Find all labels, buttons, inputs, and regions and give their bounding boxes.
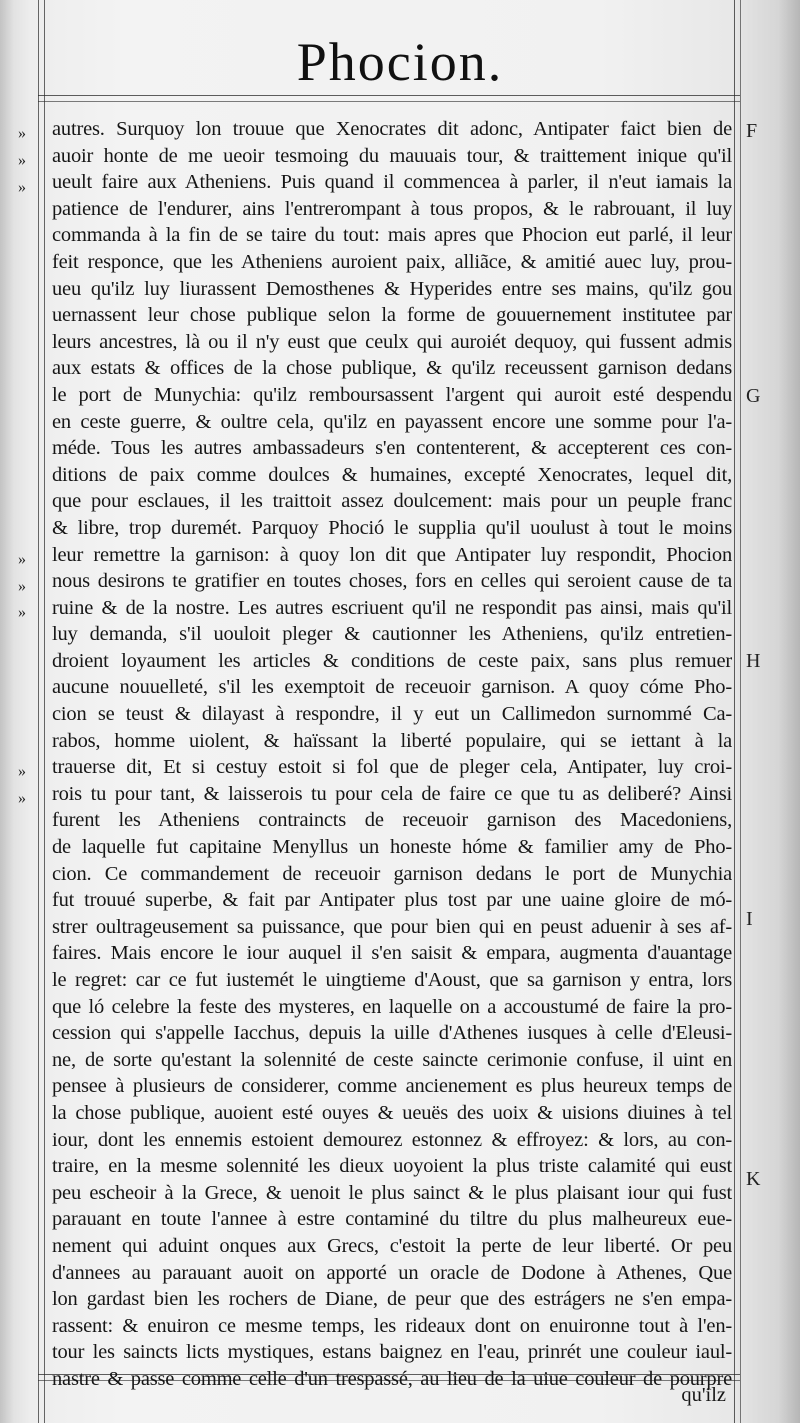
left-border-rule-inner <box>44 0 45 1423</box>
page-title: Phocion. <box>296 32 504 92</box>
text-line: leur remettre la garnison: à quoy lon dit que Antipater luy respondit, Phocion <box>52 543 732 566</box>
left-border-rule <box>38 0 39 1423</box>
margin-letter-f: F <box>746 120 758 142</box>
text-line: uernassent leur chose publique selon la forme de gouuernement institutee par <box>52 304 732 327</box>
text-line: ruine & de la nostre. Les autres escriuent qu'il ne respondit pas ainsi, mais qu'il <box>52 596 732 619</box>
text-line: lon gardast bien les rochers de Diane, de peur que des estrágers ne s'en empa- <box>52 1288 732 1311</box>
right-border-rule <box>734 0 735 1423</box>
text-line: le regret: car ce fut iustemét le uingtieme d'Aoust, que sa garnison y entra, lors <box>52 969 732 991</box>
text-line: aucune nouuelleté, s'il les exemptoit de receuoir garnison. A quoy cóme Pho- <box>52 676 732 699</box>
text-line: nastre & passe comme celle d'un trespassé, au lieu de la uiue couleur de pourpre <box>52 1367 732 1390</box>
quote-mark: » <box>18 763 26 780</box>
text-line: rois tu pour tant, & laisserois tu pour cela de faire ce que tu as deliberé? Ainsi <box>52 782 732 805</box>
text-line: trauerse dit, Et si cestuy estoit si fol que de pleger cela, Antipater, luy croi- <box>52 756 732 779</box>
text-line: strer oultrageusement sa puissance, que pour bien qui en peust aduenir à ses af- <box>52 915 732 938</box>
text-line: parauant en toute l'annee à estre contaminé du tiltre du plus malheureux eue- <box>52 1208 732 1231</box>
text-line: nous desirons te gratifier en toutes choses, fors en celles qui seroient cause de ta <box>52 570 732 593</box>
top-border-rule-inner <box>38 101 740 102</box>
catchword: qu'ilz <box>681 1384 726 1406</box>
text-line: commanda à la fin de se taire du tout: mais apres que Phocion eut parlé, il leur <box>52 224 732 247</box>
quote-mark: » <box>18 790 26 807</box>
text-line: iour, dont les ennemis estoient demourez estonnez & effroyez: & lors, au con- <box>52 1128 732 1151</box>
text-line: patience de l'endurer, ains l'entrerompant à tous propos, & le rabrouant, il luy <box>52 197 732 220</box>
text-line: leurs ancestres, là ou il n'y eust que ceulx qui auroiét dequoy, qui fussent admis <box>52 330 732 353</box>
text-line: cion se teust & dilayast à respondre, il y eut un Callimedon surnommé Ca- <box>52 703 732 726</box>
text-line: la chose publique, auoient esté ouyes & ueuës des uoix & uisions diuines à tel <box>52 1101 732 1124</box>
quote-mark: » <box>18 152 26 169</box>
text-line: luy demanda, s'il uouloit pleger & cautionner les Atheniens, qu'ilz entretien- <box>52 623 732 646</box>
text-line: que ló celebre la feste des mysteres, en laquelle on a accoustumé de faire la pro- <box>52 995 732 1018</box>
text-line: droient loyaument les articles & conditions de ceste paix, sans plus remuer <box>52 649 732 672</box>
text-line: auoir honte de me ueoir tesmoing du mauuais tour, & traittement inique qu'il <box>52 144 732 167</box>
text-line: pensee à plusieurs de considerer, comme ancienement es plus heureux temps de <box>52 1075 732 1098</box>
text-line: autres. Surquoy lon trouue que Xenocrates dit adonc, Antipater faict bien de <box>52 118 732 140</box>
text-line: aux estats & offices de la chose publique, & qu'ilz receussent garnison dedans <box>52 357 732 380</box>
text-line: de laquelle fut capitaine Menyllus un honeste hóme & familier amy de Pho- <box>52 836 732 859</box>
text-line: traire, en la mesme solennité les dieux uoyoient la plus triste calamité qui eust <box>52 1155 732 1178</box>
quote-mark: » <box>18 125 26 142</box>
text-line: ueult faire aux Atheniens. Puis quand il commencea à parler, il n'eut iamais la <box>52 171 732 194</box>
text-line: que pour esclaues, il les traittoit assez doulcement: mais pour un peuple franc <box>52 490 732 513</box>
text-line: rassent: & enuiron ce mesme temps, les rideaux dont on enuironne tout à l'en- <box>52 1314 732 1337</box>
left-edge-shadow <box>0 0 14 1423</box>
text-line: nement qui aduint onques aux Grecs, c'estoit la perte de leur liberté. Or peu <box>52 1234 732 1257</box>
text-line: cession qui s'appelle Iacchus, depuis la uille d'Athenes iusques à celle d'Eleusi- <box>52 1022 732 1045</box>
text-line: fut trouué superbe, & fait par Antipater plus tost par une uaine gloire de mó- <box>52 889 732 912</box>
margin-letter-k: K <box>746 1168 761 1190</box>
quote-mark: » <box>18 578 26 595</box>
text-line: d'annees au parauant auoit on apporté un oracle de Dodone à Athenes, Que <box>52 1261 732 1284</box>
text-line: peu escheoir à la Grece, & uenoit le plus sainct & le plus plaisant iour qui fust <box>52 1181 732 1204</box>
text-line: tour les saincts licts mystiques, estans baignez en l'eau, prinrét une couleur iaul- <box>52 1341 732 1364</box>
margin-letter-h: H <box>746 650 761 672</box>
text-line: feit responce, que les Atheniens auroient paix, alliãce, & amitié auec luy, prou- <box>52 250 732 273</box>
text-line: & libre, trop duremét. Parquoy Phoció le supplia qu'il uoulust à tout le moins <box>52 516 732 539</box>
top-border-rule <box>38 95 740 96</box>
text-line: ueu qu'ilz luy liurassent Demosthenes & Hyperides entre ses mains, qu'ilz gou <box>52 277 732 300</box>
text-line: en ceste guerre, & oultre cela, qu'ilz en payassent encore une somme pour l'a- <box>52 410 732 433</box>
quote-mark: » <box>18 179 26 196</box>
right-edge-shadow <box>778 0 800 1423</box>
margin-letter-g: G <box>746 385 761 407</box>
text-line: le port de Munychia: qu'ilz remboursassent l'argent qui auroit esté despendu <box>52 383 732 406</box>
quote-mark: » <box>18 551 26 568</box>
right-border-rule-outer <box>740 0 741 1423</box>
text-line: ne, de sorte qu'estant la solennité de ceste saincte cerimonie confuse, il uint en <box>52 1048 732 1071</box>
text-line: rabos, homme uiolent, & haïssant la liberté populaire, qui se iettant à la <box>52 729 732 752</box>
text-line: méde. Tous les autres ambassadeurs s'en contenterent, & accepterent ces con- <box>52 437 732 460</box>
text-line: furent les Atheniens contraincts de receuoir garnison des Macedoniens, <box>52 809 732 832</box>
text-line: faires. Mais encore le iour auquel il s'en saisit & empara, augmenta d'auantage <box>52 942 732 965</box>
text-line: cion. Ce commandement de receuoir garnison dedans le port de Munychia <box>52 862 732 885</box>
quote-mark: » <box>18 604 26 621</box>
margin-letter-i: I <box>746 908 753 930</box>
text-line: ditions de paix comme doulces & humaines, excepté Xenocrates, lequel dit, <box>52 463 732 486</box>
body-text <box>52 116 732 1393</box>
